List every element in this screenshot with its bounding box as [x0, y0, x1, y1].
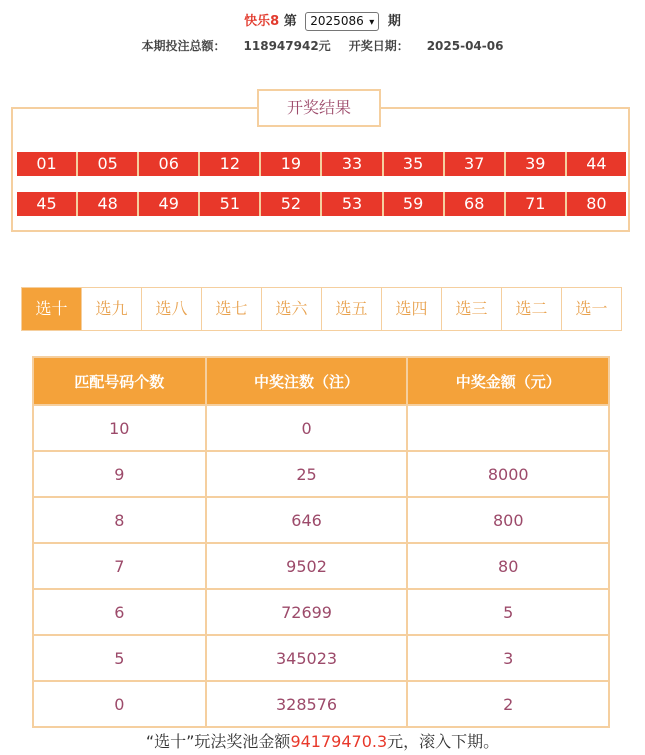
prize-amount: 3	[407, 635, 609, 681]
match-count: 8	[33, 497, 206, 543]
total-bet-label: 本期投注总额：	[141, 39, 226, 53]
winning-bets: 72699	[206, 589, 408, 635]
ball: 19	[261, 152, 322, 176]
draw-info	[0, 37, 645, 54]
table-row	[33, 543, 609, 589]
ball: 51	[200, 192, 261, 216]
match-count: 5	[33, 635, 206, 681]
prize-amount: 8000	[407, 451, 609, 497]
draw-date-label: 开奖日期：	[348, 39, 409, 53]
table-row	[33, 681, 609, 727]
table-header-row	[33, 357, 609, 405]
play-type-tabs	[21, 287, 622, 331]
ball: 59	[384, 192, 445, 216]
ball: 49	[139, 192, 200, 216]
header-winning-bets: 中奖注数（注）	[206, 357, 408, 405]
tab-select-4[interactable]: 选四	[382, 288, 442, 330]
prize-table	[32, 356, 610, 728]
pool-amount: 94179470.3	[290, 732, 388, 751]
table-row	[33, 497, 609, 543]
ball: 44	[567, 152, 626, 176]
header-prize-amount: 中奖金额（元）	[407, 357, 609, 405]
pool-note	[0, 729, 645, 752]
prize-amount: 2	[407, 681, 609, 727]
result-row-2	[17, 192, 626, 216]
match-count: 7	[33, 543, 206, 589]
issue-suffix: 期	[387, 14, 401, 29]
tab-select-1[interactable]: 选一	[562, 288, 621, 330]
match-count: 9	[33, 451, 206, 497]
tab-select-6[interactable]: 选六	[262, 288, 322, 330]
pool-note-prefix: “选十”玩法奖池金额	[145, 732, 291, 751]
ball: 12	[200, 152, 261, 176]
game-name: 快乐8	[244, 14, 280, 29]
issue-value: 2025086	[310, 14, 364, 28]
winning-bets: 9502	[206, 543, 408, 589]
result-row-1	[17, 152, 626, 176]
prize-amount: 5	[407, 589, 609, 635]
header-match-count: 匹配号码个数	[33, 357, 206, 405]
tab-select-7[interactable]: 选七	[202, 288, 262, 330]
tab-select-3[interactable]: 选三	[442, 288, 502, 330]
pool-note-suffix: 元，滚入下期。	[387, 732, 500, 751]
draw-date-value: 2025-04-06	[426, 39, 504, 53]
ball: 53	[322, 192, 383, 216]
winning-bets: 345023	[206, 635, 408, 681]
tab-select-8[interactable]: 选八	[142, 288, 202, 330]
tab-select-5[interactable]: 选五	[322, 288, 382, 330]
draw-date	[349, 39, 504, 53]
winning-bets: 0	[206, 405, 408, 451]
match-count: 10	[33, 405, 206, 451]
total-bet	[142, 39, 331, 53]
ball: 80	[567, 192, 626, 216]
ball: 35	[384, 152, 445, 176]
ball: 37	[445, 152, 506, 176]
match-count: 6	[33, 589, 206, 635]
prize-amount: 800	[407, 497, 609, 543]
winning-bets: 328576	[206, 681, 408, 727]
tab-select-2[interactable]: 选二	[502, 288, 562, 330]
chevron-down-icon: ▾	[369, 17, 375, 28]
ball: 48	[78, 192, 139, 216]
issue-select[interactable]	[305, 12, 379, 31]
total-bet-value: 118947942元	[243, 39, 331, 53]
winning-bets: 25	[206, 451, 408, 497]
ball: 45	[17, 192, 78, 216]
ball: 52	[261, 192, 322, 216]
table-row	[33, 451, 609, 497]
issue-prefix: 第	[283, 14, 297, 29]
result-title: 开奖结果	[257, 89, 381, 127]
ball: 33	[322, 152, 383, 176]
ball: 05	[78, 152, 139, 176]
prize-amount: 80	[407, 543, 609, 589]
match-count: 0	[33, 681, 206, 727]
ball: 06	[139, 152, 200, 176]
ball: 71	[506, 192, 567, 216]
ball: 01	[17, 152, 78, 176]
winning-bets: 646	[206, 497, 408, 543]
prize-amount	[407, 405, 609, 451]
ball: 68	[445, 192, 506, 216]
lottery-header	[0, 10, 645, 31]
table-row	[33, 635, 609, 681]
table-row	[33, 589, 609, 635]
ball: 39	[506, 152, 567, 176]
tab-select-10[interactable]: 选十	[22, 288, 82, 330]
table-row	[33, 405, 609, 451]
tab-select-9[interactable]: 选九	[82, 288, 142, 330]
